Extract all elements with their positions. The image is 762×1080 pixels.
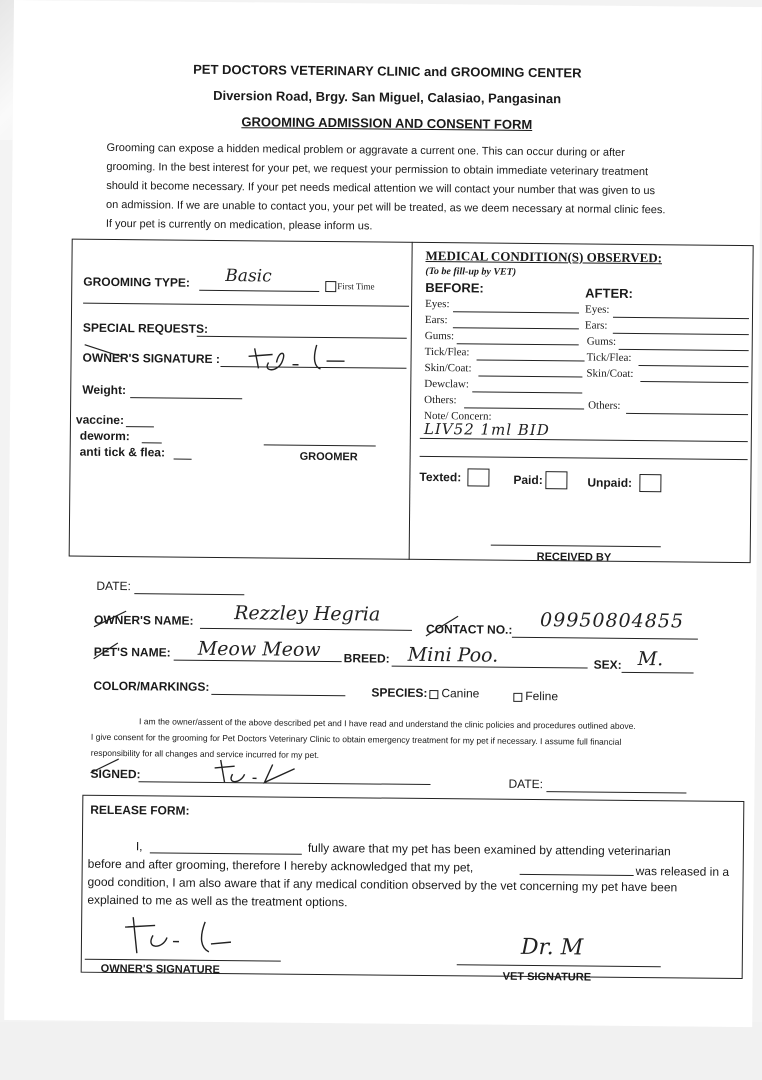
- medical-heading: MEDICAL CONDITION(S) OBSERVED:: [425, 247, 663, 266]
- before-tickflea-label: Tick/Flea:: [424, 345, 470, 359]
- after-ears-label: Ears:: [584, 319, 608, 332]
- after-eyes-label: Eyes:: [584, 303, 610, 316]
- intro-paragraph: [106, 139, 717, 240]
- owner-name-line[interactable]: [200, 628, 412, 631]
- owner-name-label: OWNER'S NAME:: [93, 612, 194, 628]
- after-others-label: Others:: [588, 399, 621, 412]
- after-label: AFTER:: [585, 285, 633, 301]
- release-line1-b: fully aware that my pet has been examined by attending veterinarian: [307, 840, 671, 859]
- unpaid-checkbox[interactable]: [639, 474, 661, 492]
- feline-checkbox[interactable]: [513, 693, 522, 702]
- note-concern-label: Note/ Concern:: [423, 409, 492, 423]
- color-markings-line[interactable]: [211, 694, 345, 696]
- medical-subheading: (To be fill-up by VET): [425, 265, 517, 278]
- deworm-label: deworm:: [79, 428, 130, 444]
- feline-label: Feline: [525, 688, 559, 704]
- sex-label: SEX:: [593, 657, 622, 672]
- owner-signature-label: OWNER'S SIGNATURE :: [82, 350, 220, 366]
- before-skincoat-label: Skin/Coat:: [424, 361, 472, 375]
- before-ears-label: Ears:: [424, 313, 448, 327]
- after-tickflea-label: Tick/Flea:: [586, 351, 632, 364]
- contact-line[interactable]: [512, 637, 698, 640]
- groomer-label: GROOMER: [299, 450, 358, 464]
- texted-label: Texted:: [419, 469, 462, 485]
- consent-line: I am the owner/assent of the above described pet and I have read and understand the clinic policies and procedures outlined above.: [139, 716, 636, 732]
- clinic-name: PET DOCTORS VETERINARY CLINIC and GROOMING CENTER: [193, 61, 582, 81]
- breed-value[interactable]: Mini Poo.: [407, 643, 499, 667]
- before-eyes-label: Eyes:: [425, 297, 450, 311]
- signed-date-label: DATE:: [508, 776, 544, 792]
- release-line2-a: before and after grooming, therefore I hereby acknowledged that my pet,: [87, 856, 474, 875]
- release-line2-b: was released in a: [635, 864, 730, 879]
- before-others-label: Others:: [424, 393, 457, 407]
- note-concern-value[interactable]: LIV52 1ml BID: [423, 419, 550, 440]
- after-skincoat-label: Skin/Coat:: [586, 367, 634, 380]
- grooming-type-label: GROOMING TYPE:: [83, 274, 191, 290]
- owner-name-strike: [92, 607, 132, 631]
- signed-date-line[interactable]: [546, 791, 686, 793]
- canine-label: Canine: [441, 686, 480, 701]
- intro-line: on admission. If we are unable to contact you, your pet will be treated, as we deem necessary at normal clinic fees.: [105, 198, 666, 217]
- intro-line: Grooming can expose a hidden medical problem or aggravate a current one. This can occur during or after: [106, 141, 625, 159]
- anti-tick-label: anti tick & flea:: [79, 444, 166, 460]
- vaccine-label: vaccine:: [75, 412, 125, 428]
- before-label: BEFORE:: [425, 279, 484, 296]
- deworm-line[interactable]: [142, 442, 162, 443]
- form-title: GROOMING ADMISSION AND CONSENT FORM: [241, 114, 533, 132]
- anti-tick-line[interactable]: [174, 459, 192, 460]
- unpaid-label: Unpaid:: [587, 475, 633, 490]
- paid-checkbox[interactable]: [545, 471, 567, 489]
- signed-signature-drawing: [88, 753, 328, 787]
- special-requests-label: SPECIAL REQUESTS:: [82, 320, 209, 336]
- breed-label: BREED:: [343, 651, 390, 666]
- date-line[interactable]: [134, 593, 244, 595]
- pet-name-label: PET'S NAME:: [93, 644, 171, 660]
- sex-value[interactable]: M.: [637, 648, 664, 671]
- release-heading: RELEASE FORM:: [90, 802, 190, 818]
- scan-bottom-edge: [0, 1022, 762, 1080]
- intro-line: should it become necessary. If your pet needs medical attention we will contact your number that was given to us: [106, 179, 656, 198]
- contact-strike: [424, 614, 464, 638]
- date-label: DATE:: [96, 578, 131, 594]
- weight-label: Weight:: [82, 382, 127, 398]
- release-line3: good condition, I am also aware that if any medical condition observed by the vet concerning my pet have been: [87, 874, 678, 895]
- canine-checkbox[interactable]: [429, 690, 438, 699]
- signed-label: SIGNED:: [90, 766, 141, 782]
- grooming-type-value[interactable]: Basic: [225, 266, 272, 287]
- intro-line: grooming. In the best interest for your pet, we request your permission to obtain immediate veterinary treatment: [106, 160, 649, 179]
- color-markings-label: COLOR/MARKINGS:: [93, 678, 210, 694]
- after-gums-label: Gums:: [586, 335, 617, 348]
- pet-name-strike: [92, 641, 122, 661]
- release-vet-signature: Dr. M: [520, 934, 584, 961]
- release-owner-signature-drawing: [105, 913, 265, 959]
- before-gums-label: Gums:: [424, 329, 455, 343]
- intro-line: If your pet is currently on medication, please inform us.: [105, 217, 373, 233]
- release-line1-a: I,: [135, 839, 143, 854]
- received-by-label: RECEIVED BY: [536, 551, 612, 564]
- clinic-address: Diversion Road, Brgy. San Miguel, Calasiao, Pangasinan: [213, 87, 562, 107]
- first-time-label: First Time: [337, 281, 375, 292]
- sex-line[interactable]: [622, 672, 694, 674]
- release-line4: explained to me as well as the treatment options.: [87, 892, 348, 910]
- contact-label: CONTACT NO.:: [425, 621, 513, 637]
- first-time-checkbox[interactable]: [325, 281, 336, 292]
- pet-name-value[interactable]: Meow Meow: [197, 637, 321, 661]
- owner-name-value[interactable]: Rezzley Hegria: [234, 602, 381, 626]
- consent-line: responsibility for all changes and service incurred for my pet.: [90, 747, 320, 760]
- paid-label: Paid:: [513, 472, 543, 488]
- contact-value[interactable]: 09950804855: [539, 609, 685, 633]
- owner-signature-drawing: [82, 337, 372, 380]
- release-owner-sig-label: OWNER'S SIGNATURE: [100, 962, 220, 977]
- consent-form-paper: [4, 0, 762, 1027]
- species-label: SPECIES:: [371, 685, 428, 700]
- before-dewclaw-label: Dewclaw:: [424, 377, 469, 391]
- texted-checkbox[interactable]: [467, 468, 489, 486]
- consent-line: I give consent for the grooming for Pet Doctors Veterinary Clinic to obtain emergency treatment for my pet if necessary. I assume full financial: [90, 731, 622, 747]
- release-vet-sig-label: VET SIGNATURE: [502, 970, 592, 984]
